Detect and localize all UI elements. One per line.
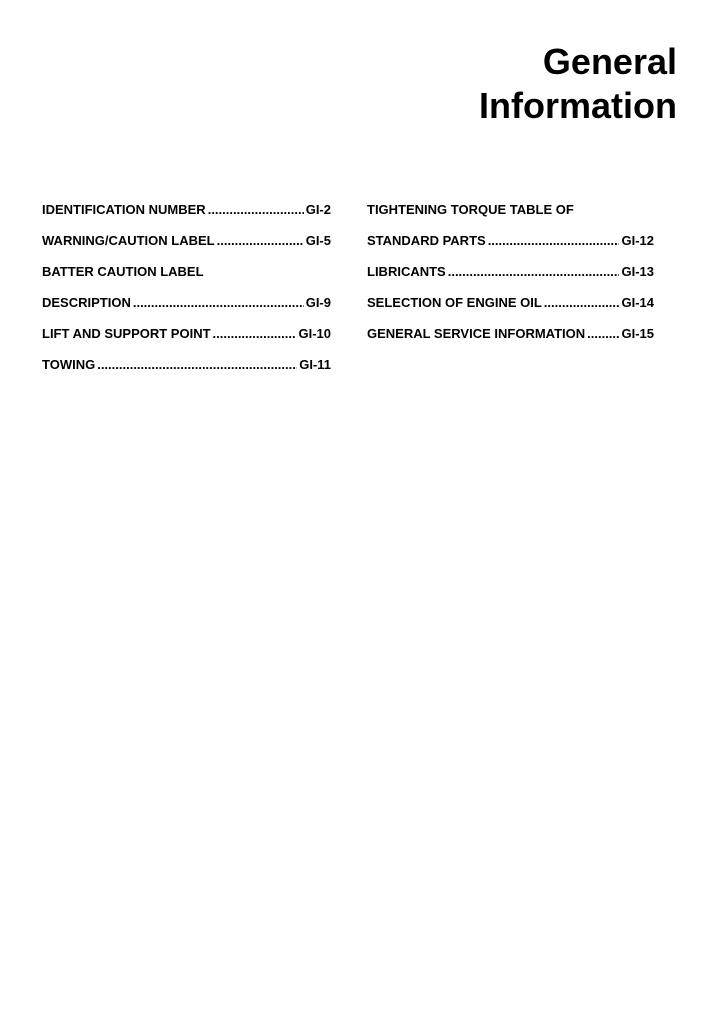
toc-dot-leader [544, 295, 620, 310]
toc-entry-title: IDENTIFICATION NUMBER [42, 202, 206, 217]
toc-dot-leader [488, 233, 620, 248]
toc-entry-page: GI-9 [305, 295, 331, 310]
toc-dot-leader [208, 202, 304, 217]
toc-dot-leader [97, 357, 297, 372]
toc-column-left [42, 194, 331, 380]
toc-entry-towing[interactable] [42, 349, 331, 380]
toc-entry-selection-of-engine-oil[interactable] [367, 287, 654, 318]
toc-entry-standard-parts[interactable] [367, 225, 654, 256]
toc-dot-leader [448, 264, 620, 279]
toc-entry-lift-and-support-point[interactable] [42, 318, 331, 349]
toc-entry-title: TOWING [42, 357, 96, 372]
toc-entry-title: WARNING/CAUTION LABEL [42, 233, 215, 248]
toc-entry-general-service-information[interactable] [367, 318, 654, 349]
toc-entry-title: GENERAL SERVICE INFORMATION [367, 326, 586, 341]
toc-entry-title: DESCRIPTION [42, 295, 131, 310]
toc-column-right [367, 194, 654, 349]
toc-entry-page: GI-5 [305, 233, 331, 248]
toc-entry-title: LIFT AND SUPPORT POINT [42, 326, 211, 341]
toc-entry-title: STANDARD PARTS [367, 233, 486, 248]
toc-entry-title: SELECTION OF ENGINE OIL [367, 295, 542, 310]
toc-entry-page: GI-10 [298, 326, 331, 341]
toc-entry-title: LIBRICANTS [367, 264, 446, 279]
page-title [479, 40, 677, 128]
toc-entry-page: GI-11 [299, 357, 331, 372]
toc-entry-warning-caution-label[interactable] [42, 225, 331, 256]
toc-entry-libricants[interactable] [367, 256, 654, 287]
toc-entry-description[interactable] [42, 287, 331, 318]
toc-entry-page: GI-14 [621, 295, 654, 310]
toc-entry-title: BATTER CAUTION LABEL [42, 264, 204, 279]
toc-entry-page: GI-13 [621, 264, 654, 279]
toc-entry-page: GI-12 [621, 233, 654, 248]
toc-dot-leader [587, 326, 619, 341]
toc-entry-title: TIGHTENING TORQUE TABLE OF [367, 202, 574, 217]
page-title-line-1: General [542, 41, 677, 82]
toc-entry-page: GI-2 [305, 202, 331, 217]
toc-dot-leader [213, 326, 297, 341]
toc-dot-leader [133, 295, 304, 310]
toc-entry-identification-number[interactable] [42, 194, 331, 225]
page-title-line-2: Information [479, 85, 677, 126]
toc-entry-tightening-torque-table[interactable] [367, 194, 654, 225]
toc-dot-leader [217, 233, 304, 248]
toc-entry-batter-caution-label[interactable] [42, 256, 331, 287]
toc-entry-page: GI-15 [621, 326, 654, 341]
